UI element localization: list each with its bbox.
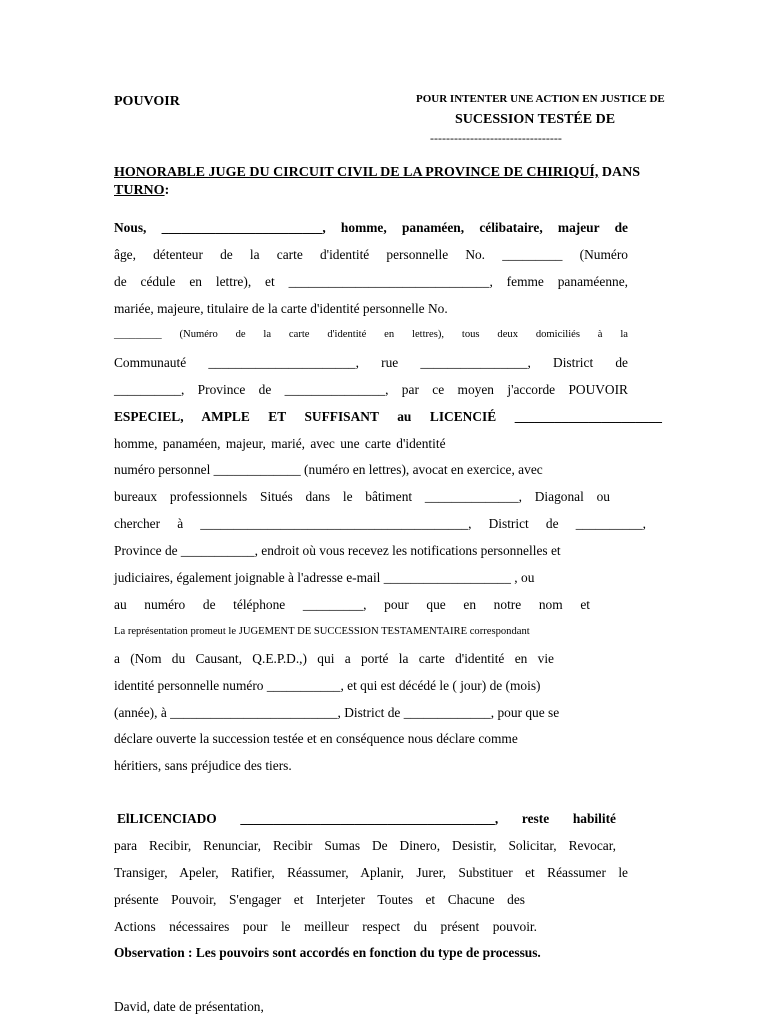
body-line: a (Nom du Causant, Q.E.P.D.,) qui a porté la carte d'identité en vie	[114, 651, 554, 666]
body-line: ESPECIEL, AMPLE ET SUFFISANT au LICENCIÉ ______________________	[114, 409, 662, 424]
body-line: de cédule en lettre), et ______________________________, femme panaméenne,	[114, 274, 628, 289]
body-line: Communauté ______________________, rue ________________, District de	[114, 355, 628, 370]
body-line: __________, Province de _______________, par ce moyen j'accorde POUVOIR	[114, 382, 628, 397]
body-line: identité personnelle numéro ___________, et qui est décédé le ( jour) de (mois)	[114, 678, 541, 693]
body-line: homme, panaméen, majeur, marié, avec une carte d'identité	[114, 436, 446, 451]
document-title: POUVOIR	[114, 94, 180, 109]
body-line: David, date de présentation,	[114, 999, 264, 1014]
body-line: Province de ___________, endroit où vous recevez les notifications personnelles et	[114, 543, 561, 558]
body-line: déclare ouverte la succession testée et en conséquence nous déclare comme	[114, 731, 518, 746]
body-line: chercher à ________________________________________, District de __________,	[114, 516, 646, 531]
header-blank-line: ---------------------------------	[430, 131, 562, 145]
addressee	[114, 164, 674, 200]
body-line: Nous, ________________________, homme, panaméen, célibataire, majeur de	[114, 220, 628, 235]
addressee-colon: :	[164, 183, 170, 198]
body-line: présente Pouvoir, S'engager et Interjeter Toutes et Chacune des	[114, 892, 525, 907]
body-line: para Recibir, Renunciar, Recibir Sumas De Dinero, Desistir, Solicitar, Revocar,	[114, 838, 616, 853]
body-line: Observation : Les pouvoirs sont accordés en fonction du type de processus.	[114, 945, 541, 960]
body-line: La représentation promeut le JUGEMENT DE SUCCESSION TESTAMENTAIRE correspondant	[114, 626, 530, 637]
addressee-turno: TURNO	[114, 183, 165, 198]
addressee-court: HONORABLE JUGE DU CIRCUIT CIVIL DE LA PROVINCE DE CHIRIQUÍ,	[114, 165, 599, 180]
body-line: au numéro de téléphone _________, pour que en notre nom et	[114, 597, 590, 612]
header-purpose: POUR INTENTER UNE ACTION EN JUSTICE DE	[416, 93, 665, 105]
body-line: judiciaires, également joignable à l'adresse e-mail ___________________ , ou	[114, 570, 535, 585]
body-line: mariée, majeure, titulaire de la carte d'identité personnelle No.	[114, 301, 448, 316]
body-line: Actions nécessaires pour le meilleur respect du présent pouvoir.	[114, 919, 537, 934]
body-line: (année), à _________________________, District de _____________, pour que se	[114, 705, 560, 720]
addressee-connector: DANS	[598, 165, 640, 180]
body-line: âge, détenteur de la carte d'identité personnelle No. _________ (Numéro	[114, 247, 628, 262]
body-line: numéro personnel _____________ (numéro en lettres), avocat en exercice, avec	[114, 462, 543, 477]
body-line: _________ (Numéro de la carte d'identité en lettres), tous deux domiciliés à la	[114, 329, 628, 340]
body-line: Transiger, Apeler, Ratifier, Réassumer, Aplanir, Jurer, Substituer et Réassumer le	[114, 865, 628, 880]
body-line: héritiers, sans préjudice des tiers.	[114, 758, 292, 773]
header-subject: SUCESSION TESTÉE DE	[455, 112, 616, 127]
body-line: bureaux professionnels Situés dans le bâtiment ______________, Diagonal ou	[114, 489, 610, 504]
body-line: ElLICENCIADO ______________________________________, reste habilité	[117, 811, 616, 826]
